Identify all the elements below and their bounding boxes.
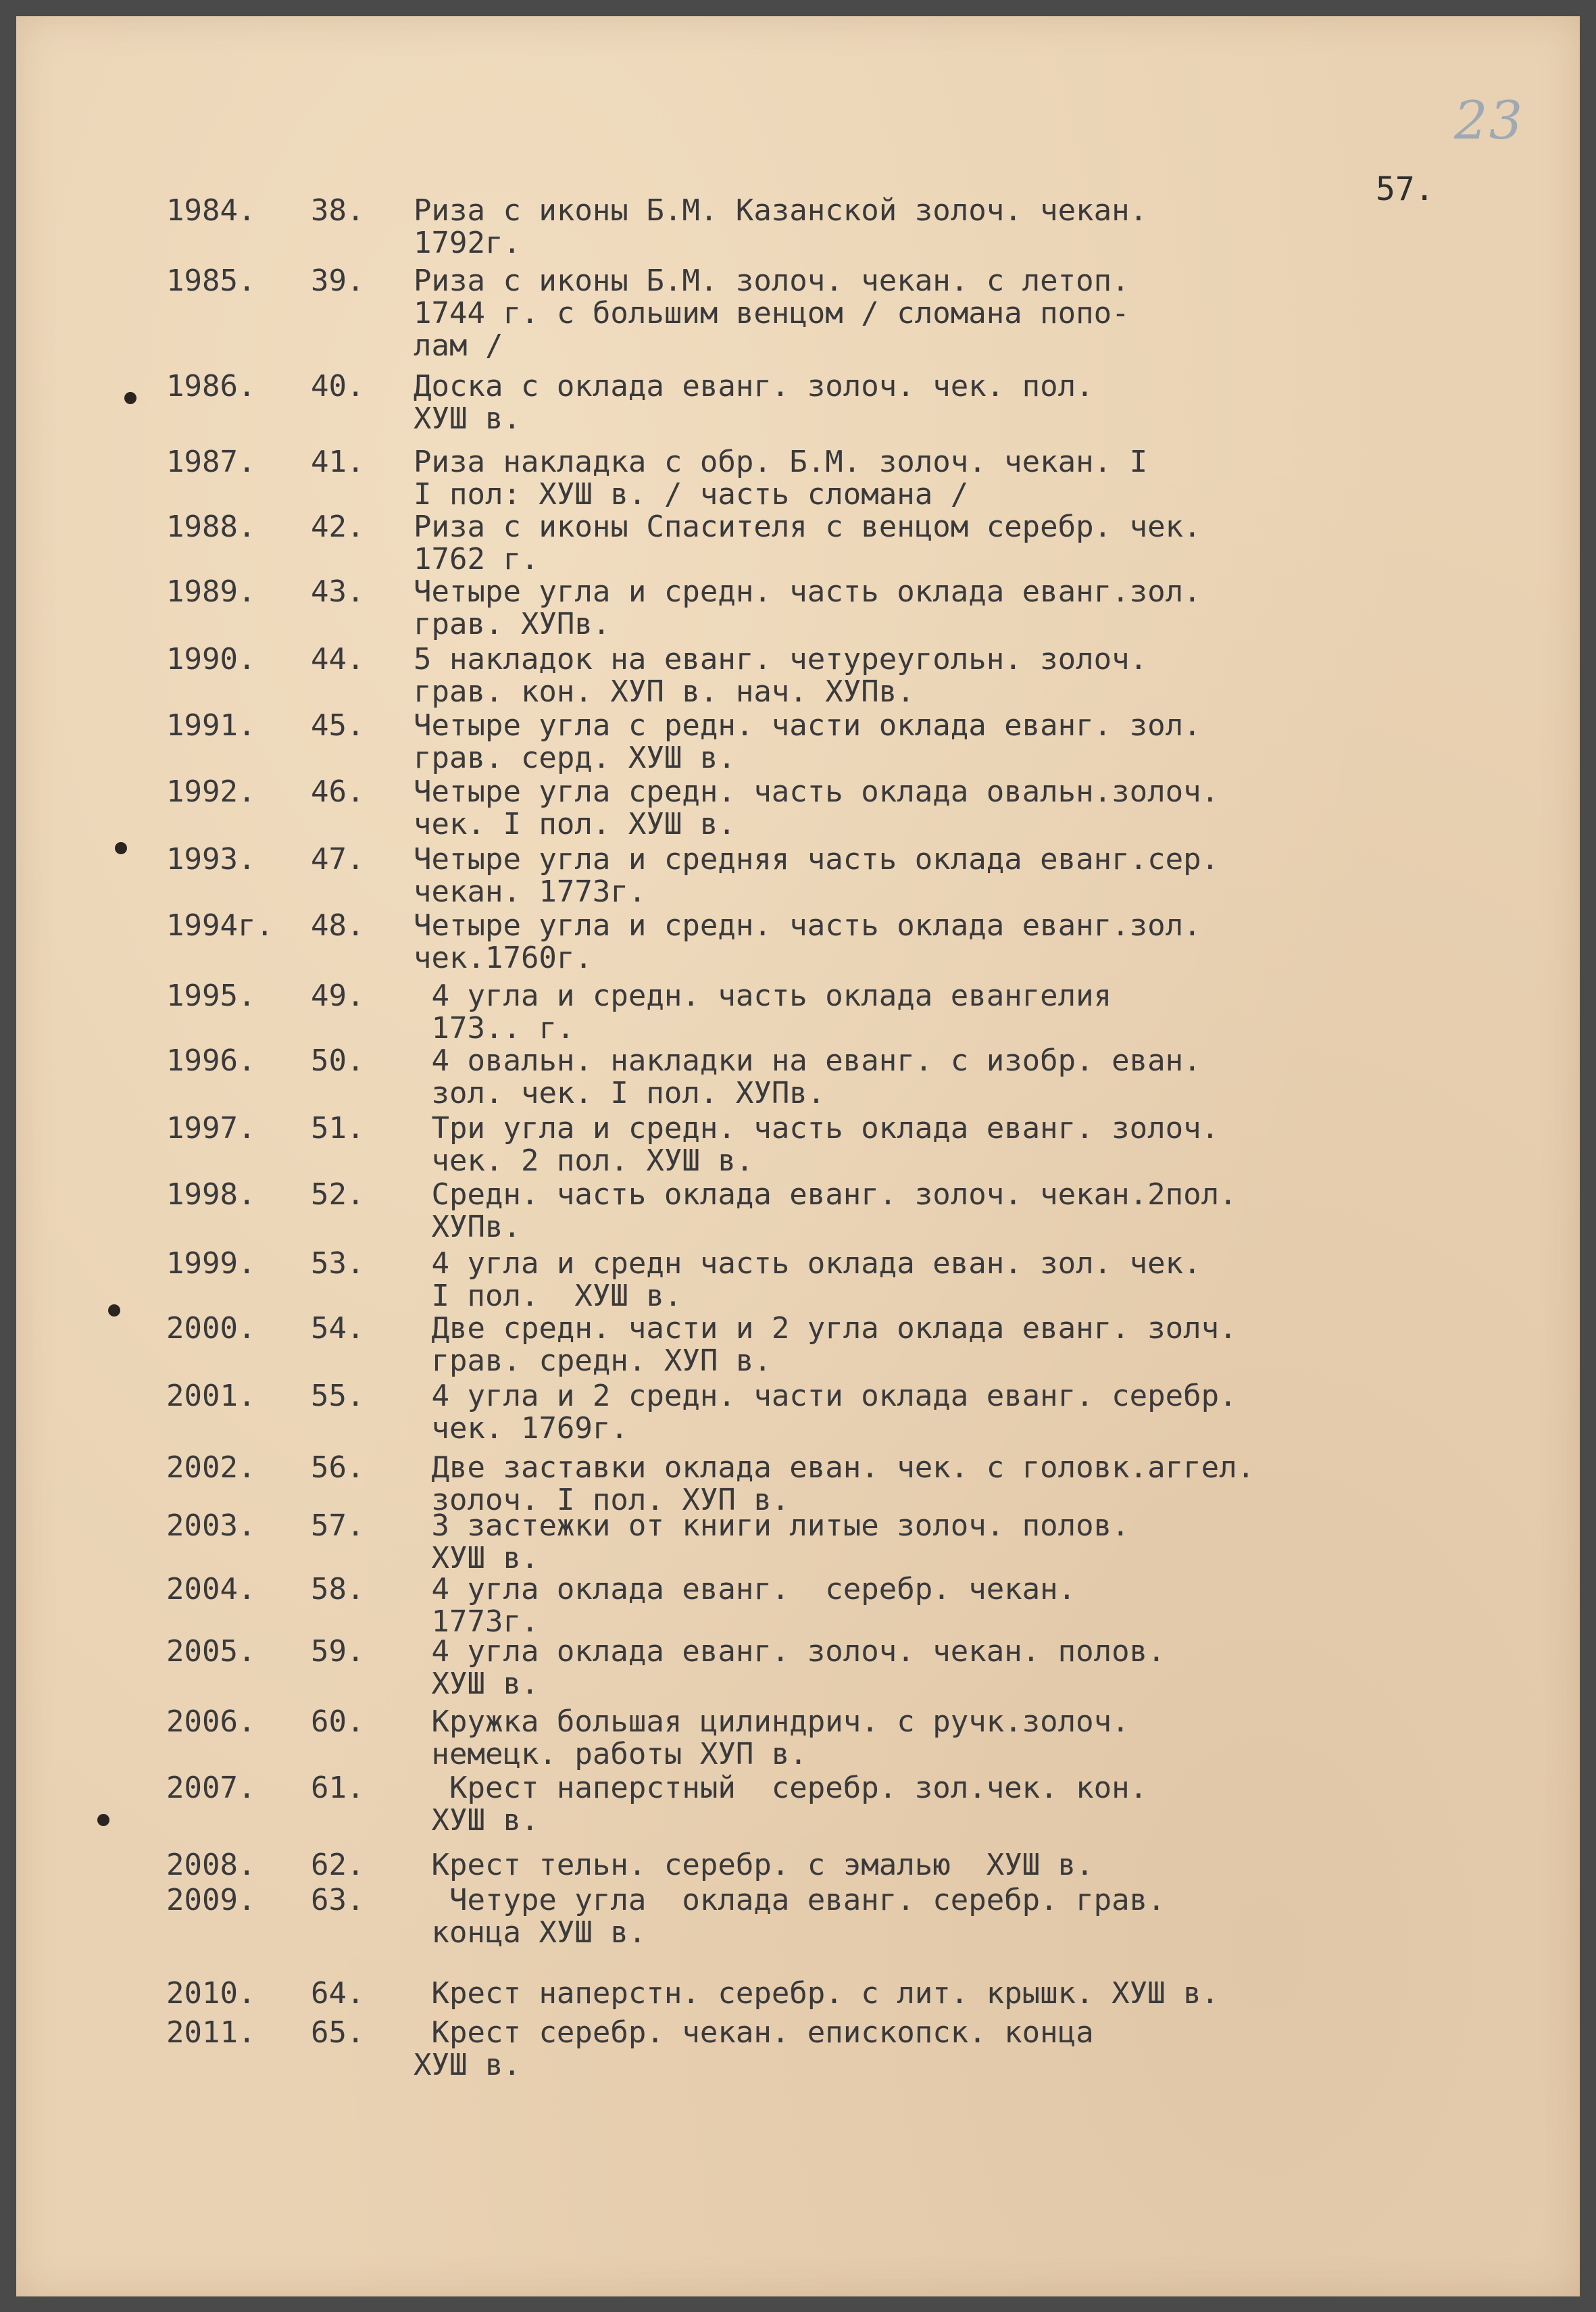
entry-description: Две средн. части и 2 угла оклада еванг. золч. грав. средн. ХУП в. <box>431 1311 1237 1378</box>
entry-subnumber: 55. <box>311 1379 365 1413</box>
entry-subnumber: 51. <box>311 1111 365 1146</box>
entry-number: 2001. <box>166 1379 256 1413</box>
entry-number: 1988. <box>166 510 256 544</box>
entry-number: 1987. <box>166 445 256 479</box>
entry-number: 1984. <box>166 193 256 228</box>
entry-number: 1998. <box>166 1177 256 1212</box>
entry-description: 4 угла оклада еванг. золоч. чекан. полов. ХУШ в. <box>431 1634 1166 1701</box>
entry-description: 4 угла оклада еванг. серебр. чекан. 1773г. <box>431 1572 1076 1639</box>
entry-subnumber: 39. <box>311 264 365 298</box>
entry-description: Четыре угла средн. часть оклада овальн.золоч. чек. I пол. ХУШ в. <box>414 774 1220 841</box>
entry-number: 1993. <box>166 842 256 877</box>
entry-subnumber: 58. <box>311 1572 365 1606</box>
page-number: 57. <box>1376 170 1435 208</box>
entry-number: 2010. <box>166 1976 256 2011</box>
punch-hole <box>97 1814 109 1826</box>
entry-subnumber: 48. <box>311 908 365 943</box>
entry-number: 1994г. <box>166 908 274 943</box>
entry-subnumber: 62. <box>311 1848 365 1882</box>
entry-subnumber: 54. <box>311 1311 365 1346</box>
entry-subnumber: 49. <box>311 979 365 1013</box>
entry-subnumber: 41. <box>311 445 365 479</box>
entry-number: 1991. <box>166 708 256 743</box>
entry-description: Крест серебр. чекан. епископск. конца ХУШ в. <box>414 2015 1094 2082</box>
entry-number: 2002. <box>166 1450 256 1485</box>
entry-number: 2009. <box>166 1883 256 1917</box>
entry-subnumber: 50. <box>311 1043 365 1078</box>
entry-description: Риза с иконы Спасителя с венцом серебр. чек. 1762 г. <box>414 510 1201 576</box>
entry-number: 1995. <box>166 979 256 1013</box>
entry-number: 1985. <box>166 264 256 298</box>
entry-number: 1997. <box>166 1111 256 1146</box>
entry-number: 2003. <box>166 1508 256 1543</box>
entry-description: Четыре угла и средняя часть оклада еванг.сер. чекан. 1773г. <box>414 842 1220 909</box>
entry-subnumber: 59. <box>311 1634 365 1669</box>
punch-hole <box>115 842 127 854</box>
entry-subnumber: 56. <box>311 1450 365 1485</box>
entry-subnumber: 52. <box>311 1177 365 1212</box>
entry-description: Кружка большая цилиндрич. с ручк.золоч. немецк. работы ХУП в. <box>431 1704 1130 1771</box>
entry-subnumber: 43. <box>311 574 365 609</box>
entry-number: 1990. <box>166 642 256 677</box>
entry-description: Риза с иконы Б.М. Казанской золоч. чекан. 1792г. <box>414 193 1148 260</box>
entry-number: 1996. <box>166 1043 256 1078</box>
entry-subnumber: 44. <box>311 642 365 677</box>
entry-description: Четуре угла оклада еванг. серебр. грав. конца ХУШ в. <box>431 1883 1166 1950</box>
entry-subnumber: 47. <box>311 842 365 877</box>
entry-description: 4 угла и средн часть оклада еван. зол. чек. I пол. ХУШ в. <box>431 1246 1201 1313</box>
entry-description: Четыре угла и средн. часть оклада еванг.зол. грав. ХУПв. <box>414 574 1201 641</box>
entry-number: 2008. <box>166 1848 256 1882</box>
entry-description: Крест тельн. серебр. с эмалью ХУШ в. <box>414 1848 1094 1882</box>
entry-subnumber: 64. <box>311 1976 365 2011</box>
entry-number: 1986. <box>166 369 256 403</box>
entry-description: Средн. часть оклада еванг. золоч. чекан.2пол. ХУПв. <box>431 1177 1237 1244</box>
entry-subnumber: 65. <box>311 2015 365 2050</box>
entry-number: 1999. <box>166 1246 256 1281</box>
entry-subnumber: 53. <box>311 1246 365 1281</box>
entry-number: 2005. <box>166 1634 256 1669</box>
entry-description: Крест наперстн. серебр. с лит. крышк. ХУШ в. <box>414 1976 1220 2011</box>
entry-subnumber: 46. <box>311 774 365 809</box>
entry-description: 5 накладок на еванг. четуреугольн. золоч. грав. кон. ХУП в. нач. ХУПв. <box>414 642 1148 709</box>
entry-description: 4 овальн. накладки на еванг. с изобр. еван. зол. чек. I пол. ХУПв. <box>431 1043 1201 1110</box>
punch-hole <box>124 392 136 404</box>
entry-subnumber: 61. <box>311 1771 365 1805</box>
entry-description: Четыре угла и средн. часть оклада еванг.зол. чек.1760г. <box>414 908 1201 975</box>
entry-description: Риза с иконы Б.М. золоч. чекан. с летоп. 1744 г. с большим венцом / сломана попо- лам / <box>414 264 1130 363</box>
archive-page-number: 23 <box>1454 91 1524 151</box>
entry-description: 4 угла и средн. часть оклада евангелия 173.. г. <box>431 979 1112 1046</box>
entry-number: 2004. <box>166 1572 256 1606</box>
entry-description: Две заставки оклада еван. чек. с головк.аггел. золоч. I пол. ХУП в. <box>431 1450 1255 1517</box>
entry-subnumber: 45. <box>311 708 365 743</box>
entry-description: 4 угла и 2 средн. части оклада еванг. серебр. чек. 1769г. <box>431 1379 1237 1446</box>
entry-subnumber: 42. <box>311 510 365 544</box>
entry-description: Четыре угла с редн. части оклада еванг. зол. грав. серд. ХУШ в. <box>414 708 1201 775</box>
entry-subnumber: 40. <box>311 369 365 403</box>
entry-description: Три угла и средн. часть оклада еванг. золоч. чек. 2 пол. ХУШ в. <box>431 1111 1220 1178</box>
entry-subnumber: 38. <box>311 193 365 228</box>
entry-number: 2006. <box>166 1704 256 1739</box>
entry-number: 2000. <box>166 1311 256 1346</box>
punch-hole <box>108 1304 120 1317</box>
entry-subnumber: 63. <box>311 1883 365 1917</box>
entry-number: 2011. <box>166 2015 256 2050</box>
entry-number: 2007. <box>166 1771 256 1805</box>
entry-subnumber: 60. <box>311 1704 365 1739</box>
entry-number: 1992. <box>166 774 256 809</box>
entry-description: Доска с оклада еванг. золоч. чек. пол. ХУШ в. <box>414 369 1094 436</box>
entry-number: 1989. <box>166 574 256 609</box>
entry-description: Риза накладка с обр. Б.М. золоч. чекан. I I пол: ХУШ в. / часть сломана / <box>414 445 1148 512</box>
entry-description: Крест наперстный серебр. зол.чек. кон. ХУШ в. <box>431 1771 1148 1838</box>
document-sheet <box>16 16 1580 2296</box>
entry-subnumber: 57. <box>311 1508 365 1543</box>
entry-description: 3 застежки от книги литые золоч. полов. ХУШ в. <box>431 1508 1130 1575</box>
